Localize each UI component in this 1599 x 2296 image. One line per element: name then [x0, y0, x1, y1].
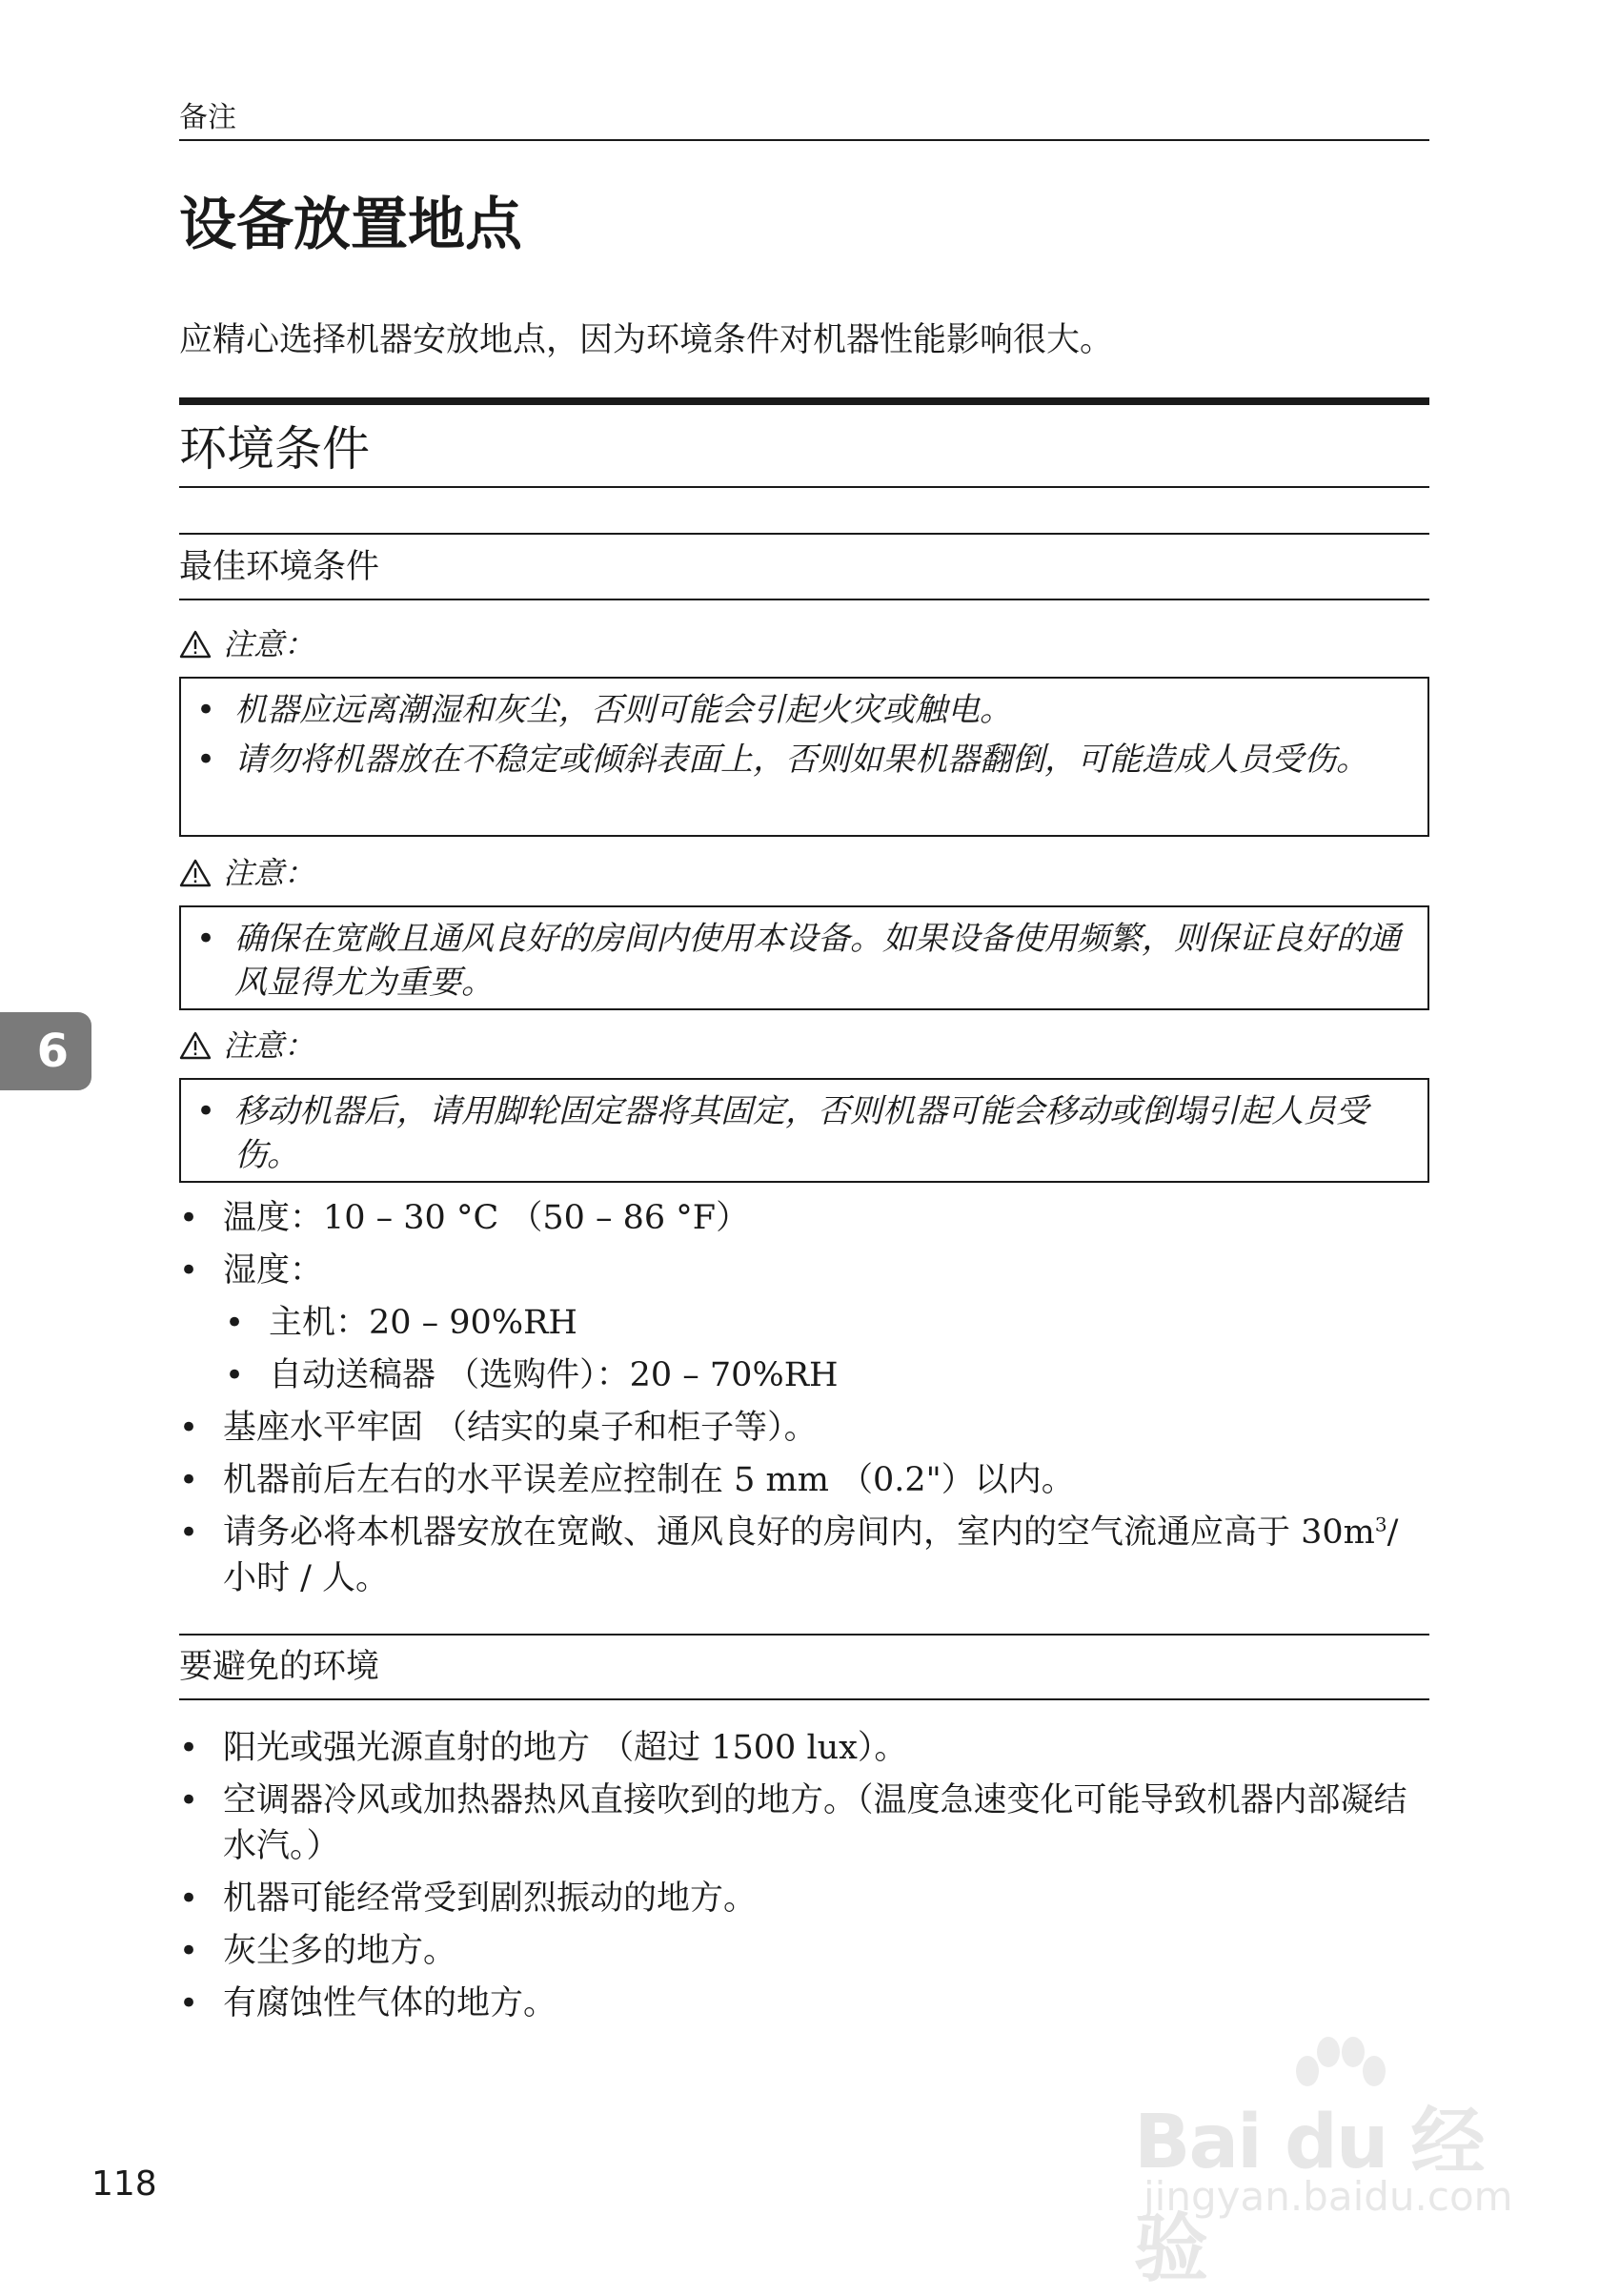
- caution-label: 注意：: [223, 855, 315, 891]
- list-item: [179, 1510, 1429, 1601]
- caution-item: [196, 917, 1410, 1005]
- bullet: •: [225, 1356, 245, 1394]
- caution-text: 请勿将机器放在不稳定或倾斜表面上，否则如果机器翻倒，可能造成人员受伤。: [234, 741, 1368, 779]
- humidity-main-text: 主机：20 – 90%RH: [269, 1304, 577, 1342]
- bullet: •: [179, 1932, 199, 1970]
- subsection-rule-top: [179, 1634, 1429, 1636]
- watermark: [1134, 2035, 1544, 2292]
- list-item: [179, 1981, 1429, 2026]
- section-title: 环境条件: [179, 421, 370, 477]
- bullet: •: [179, 1461, 199, 1499]
- header-rule: [179, 139, 1429, 141]
- page-number: 118: [91, 2164, 157, 2204]
- ventilation-superscript: 3: [1374, 1513, 1387, 1536]
- caution-text: 机器应远离潮湿和灰尘，否则可能会引起火灾或触电。: [234, 691, 1012, 729]
- bullet: •: [196, 1092, 216, 1130]
- caution-item: [196, 688, 1410, 732]
- bullet: •: [179, 1199, 199, 1237]
- bullet: •: [179, 1729, 199, 1767]
- conditions-list: [179, 1195, 1429, 1608]
- chapter-tab: 6: [0, 1012, 91, 1090]
- caution-box: [179, 905, 1429, 1010]
- caution-label: 注意：: [223, 1027, 315, 1064]
- avoid-text: 阳光或强光源直射的地方 （超过 1500 lux）。: [223, 1729, 908, 1767]
- caution-text: 移动机器后，请用脚轮固定器将其固定，否则机器可能会移动或倒塌引起人员受伤。: [234, 1092, 1368, 1174]
- page-title: 设备放置地点: [179, 192, 522, 258]
- subsection-title-optimal: 最佳环境条件: [179, 548, 380, 586]
- humidity-text: 湿度：: [223, 1251, 324, 1290]
- list-item: [179, 1405, 1429, 1451]
- caution-text: 确保在宽敞且通风良好的房间内使用本设备。如果设备使用频繁，则保证良好的通风显得尤为重要。: [234, 920, 1401, 1002]
- bullet: •: [179, 1879, 199, 1918]
- warning-triangle-icon: [179, 1031, 212, 1060]
- avoid-list: [179, 1725, 1429, 2033]
- ventilation-text: 请务必将本机器安放在宽敞、通风良好的房间内，室内的空气流通应高于 30m: [223, 1514, 1375, 1552]
- avoid-text: 空调器冷风或加热器热风直接吹到的地方。（温度急速变化可能导致机器内部凝结水汽。）: [223, 1781, 1407, 1865]
- humidity-adf-text: 自动送稿器 （选购件）：20 – 70%RH: [269, 1356, 839, 1394]
- bullet: •: [179, 1514, 199, 1552]
- subsection-rule-bottom: [179, 599, 1429, 600]
- caution-heading: [179, 625, 1429, 663]
- subsection-title-avoid: 要避免的环境: [179, 1648, 380, 1686]
- list-item: [179, 1300, 1429, 1346]
- list-item: [179, 1778, 1429, 1869]
- caution-heading: [179, 854, 1429, 892]
- caution-item: [196, 1089, 1410, 1177]
- temperature-text: 温度：10 – 30 °C （50 – 86 °F）: [223, 1199, 750, 1237]
- caution-label: 注意：: [223, 626, 315, 662]
- subsection-rule-bottom: [179, 1698, 1429, 1700]
- section-rule-bottom: [179, 486, 1429, 488]
- list-item: [179, 1457, 1429, 1503]
- avoid-text: 灰尘多的地方。: [223, 1932, 457, 1970]
- caution-box: [179, 677, 1429, 837]
- section-rule-thick: [179, 397, 1429, 405]
- list-item: [179, 1248, 1429, 1293]
- running-head: 备注: [179, 101, 236, 134]
- avoid-text: 有腐蚀性气体的地方。: [223, 1984, 557, 2022]
- bullet: •: [179, 1984, 199, 2022]
- list-item: [179, 1876, 1429, 1921]
- bullet: •: [179, 1251, 199, 1290]
- list-item: [179, 1725, 1429, 1771]
- bullet: •: [196, 691, 216, 729]
- watermark-url: jingyan.baidu.com: [1144, 2173, 1513, 2220]
- caution-item: [196, 738, 1410, 782]
- warning-triangle-icon: [179, 859, 212, 887]
- base-text: 基座水平牢固 （结实的桌子和柜子等）。: [223, 1409, 818, 1447]
- caution-heading: [179, 1026, 1429, 1065]
- bullet: •: [179, 1409, 199, 1447]
- bullet: •: [225, 1304, 245, 1342]
- avoid-text: 机器可能经常受到剧烈振动的地方。: [223, 1879, 758, 1918]
- watermark-logo: Bai du 经验: [1134, 2100, 1484, 2292]
- warning-triangle-icon: [179, 630, 212, 659]
- list-item: [179, 1195, 1429, 1241]
- ventilation-text-end: / 小时 / 人。: [223, 1514, 1399, 1597]
- list-item: [179, 1928, 1429, 1974]
- list-item: [179, 1352, 1429, 1398]
- bullet: •: [196, 920, 216, 958]
- bullet: •: [196, 741, 216, 779]
- level-text: 机器前后左右的水平误差应控制在 5 mm （0.2"）以内。: [223, 1461, 1075, 1499]
- caution-box: [179, 1078, 1429, 1183]
- bullet: •: [179, 1781, 199, 1819]
- intro-paragraph: 应精心选择机器安放地点，因为环境条件对机器性能影响很大。: [179, 321, 1114, 359]
- subsection-rule-top: [179, 533, 1429, 535]
